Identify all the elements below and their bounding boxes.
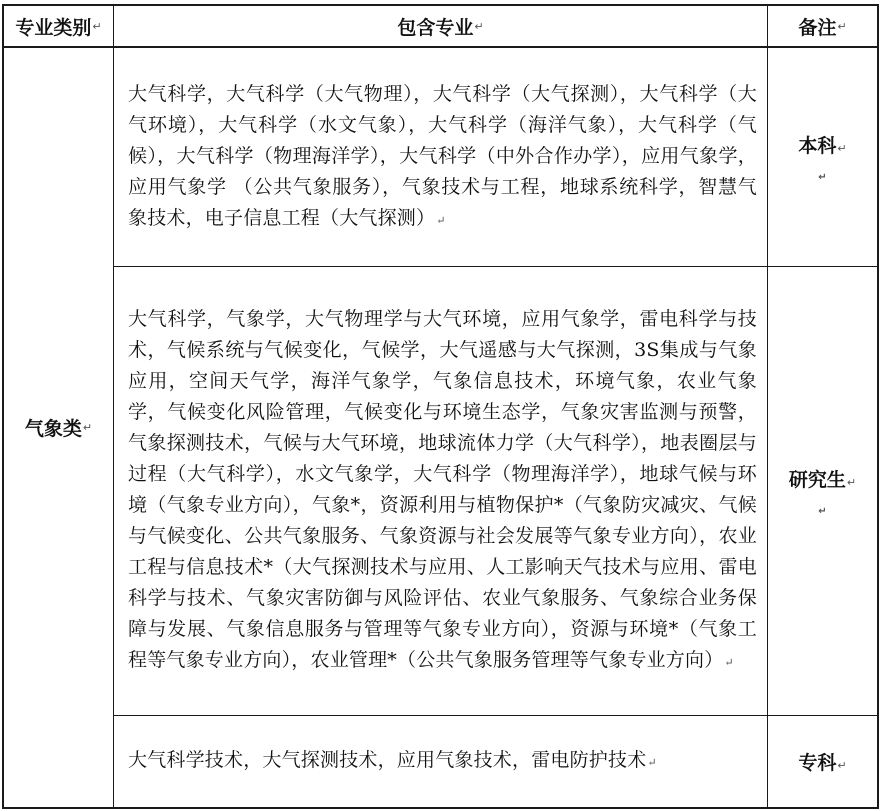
table-row-majors-graduate xyxy=(114,267,767,715)
paragraph-mark-icon: ↵ xyxy=(474,19,484,33)
header-majors-text: 包含专业 xyxy=(397,16,474,39)
paragraph-mark-icon: ↵ xyxy=(818,506,827,517)
paragraph-mark-icon: ↵ xyxy=(82,421,93,434)
paragraph-mark-icon: ↵ xyxy=(818,172,827,183)
paragraph-mark-icon: ↵ xyxy=(837,759,847,772)
majors-text: 大气科学，气象学，大气物理学与大气环境，应用气象学，雷电科学与技术，气候系统与气候变化，气候学，大气遥感与大气探测，3S集成与气象应用，空间天气学，海洋气象学，气象信息技术，环境气象，农业气象学，气候变化风险管理，气候变化与环境生态学，气象灾害监测与预警，气象探测技术，气候与大气环境，地球流体力学（大气科学），地表圈层与过程（大气科学），水文气象学，大气科学（物理海洋学），地球气候与环境（气象专业方向），气象*，资源利用与植物保护*（气象防灾减灾、气候与气候变化、公共气象服务、气象资源与社会发展等气象专业方向），农业工程与信息技术*（大气探测技术与应用、人工影响天气技术与应用、雷电科学与技术、气象灾害防御与风险评估、农业气象服务、气象综合业务保障与发展、气象信息服务与管理等气象专业方向），资源与环境*（气象工程等气象专业方向），农业管理*（公共气象服务管理等气象专业方向） xyxy=(128,308,757,671)
note-text: 研究生 xyxy=(788,469,846,491)
majors-text: 大气科学技术，大气探测技术，应用气象技术，雷电防护技术 xyxy=(128,749,647,771)
table-row-majors-junior-college xyxy=(114,716,767,807)
header-note-text: 备注 xyxy=(798,16,837,39)
paragraph-mark-icon: ↵ xyxy=(837,142,847,155)
paragraph-mark-icon: ↵ xyxy=(837,19,847,33)
header-category-text: 专业类别 xyxy=(15,16,92,39)
table-row-note-graduate xyxy=(768,267,877,715)
table-row-note-junior-college xyxy=(768,716,877,807)
table-right-border xyxy=(877,4,879,809)
table-row-note-undergraduate xyxy=(768,48,877,266)
header-majors xyxy=(114,6,767,46)
paragraph-mark-icon: ↵ xyxy=(647,756,657,769)
category-label: 气象类 xyxy=(24,418,82,440)
note-text: 本科 xyxy=(798,135,837,157)
category-cell xyxy=(4,48,113,807)
paragraph-mark-icon: ↵ xyxy=(724,656,734,669)
paragraph-mark-icon: ↵ xyxy=(92,19,102,33)
paragraph-mark-icon: ↵ xyxy=(846,476,857,489)
paragraph-mark-icon: ↵ xyxy=(436,213,446,227)
note-text: 专科 xyxy=(798,752,837,774)
table-bottom-border xyxy=(2,807,878,809)
majors-text: 大气科学，大气科学（大气物理），大气科学（大气探测），大气科学（大气环境），大气科学（水文气象），大气科学（海洋气象），大气科学（气候），大气科学（物理海洋学），大气科学（中外合作办学），应用气象学，应用气象学 （公共气象服务），气象技术与工程，地球系统科学，智慧气象技术，电子信息工程（大气探测） xyxy=(128,82,757,229)
header-note xyxy=(768,6,877,46)
header-category xyxy=(4,6,113,46)
table-row-majors-undergraduate xyxy=(114,48,767,266)
